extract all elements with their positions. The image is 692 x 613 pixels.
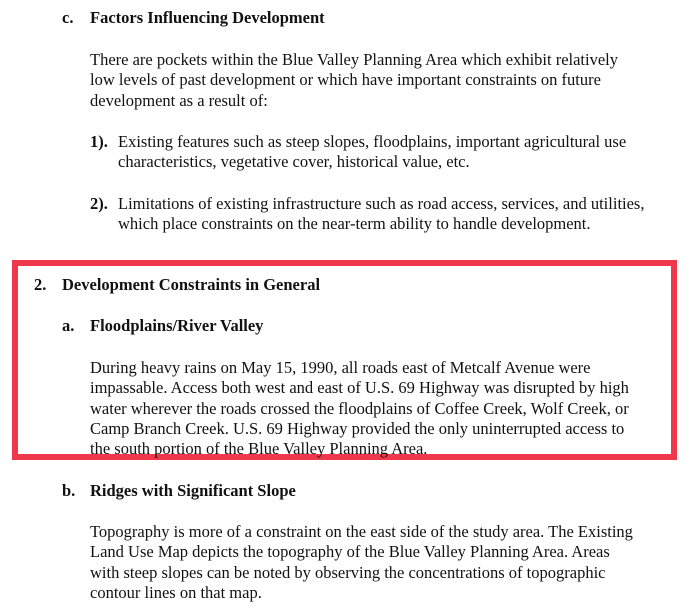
section-2-heading: Development Constraints in General <box>62 275 321 294</box>
section-a-body: During heavy rains on May 15, 1990, all roads east of Metcalf Avenue were impassable. Access both west and east of U.S. 69 Highway was disrupted by high water wherever the roads crossed the floodplains of Coffee Creek, Wolf Creek, or Camp Branch Creek. U.S. 69 Highway provided the only uninterrupted access to the south portion of the Blue Valley Planning Area. <box>90 358 629 459</box>
section-a-heading: Floodplains/River Valley <box>90 316 264 335</box>
section-b-heading: Ridges with Significant Slope <box>90 481 296 500</box>
list-item-2-marker: 2). <box>90 194 108 213</box>
section-2-marker: 2. <box>34 275 47 294</box>
list-item-2-text: Limitations of existing infrastructure such as road access, services, and utilities, which place constraints on the near-term ability to handle development. <box>118 194 645 234</box>
section-a-marker: a. <box>62 316 75 335</box>
section-c-intro: There are pockets within the Blue Valley Planning Area which exhibit relatively low levels of past development or which have important constraints on future development as a result of: <box>90 50 618 110</box>
section-c-marker: c. <box>62 8 74 27</box>
section-b-marker: b. <box>62 481 76 500</box>
list-item-1-marker: 1). <box>90 132 108 151</box>
list-item-1-text: Existing features such as steep slopes, floodplains, important agricultural use characteristics, vegetative cover, historical value, etc. <box>118 132 627 172</box>
section-c-heading: Factors Influencing Development <box>90 8 325 27</box>
section-b-body: Topography is more of a constraint on the east side of the study area. The Existing Land Use Map depicts the topography of the Blue Valley Planning Area. Areas with steep slopes can be noted by observing the concentrations of topographic contour lines on that map. <box>90 522 633 602</box>
